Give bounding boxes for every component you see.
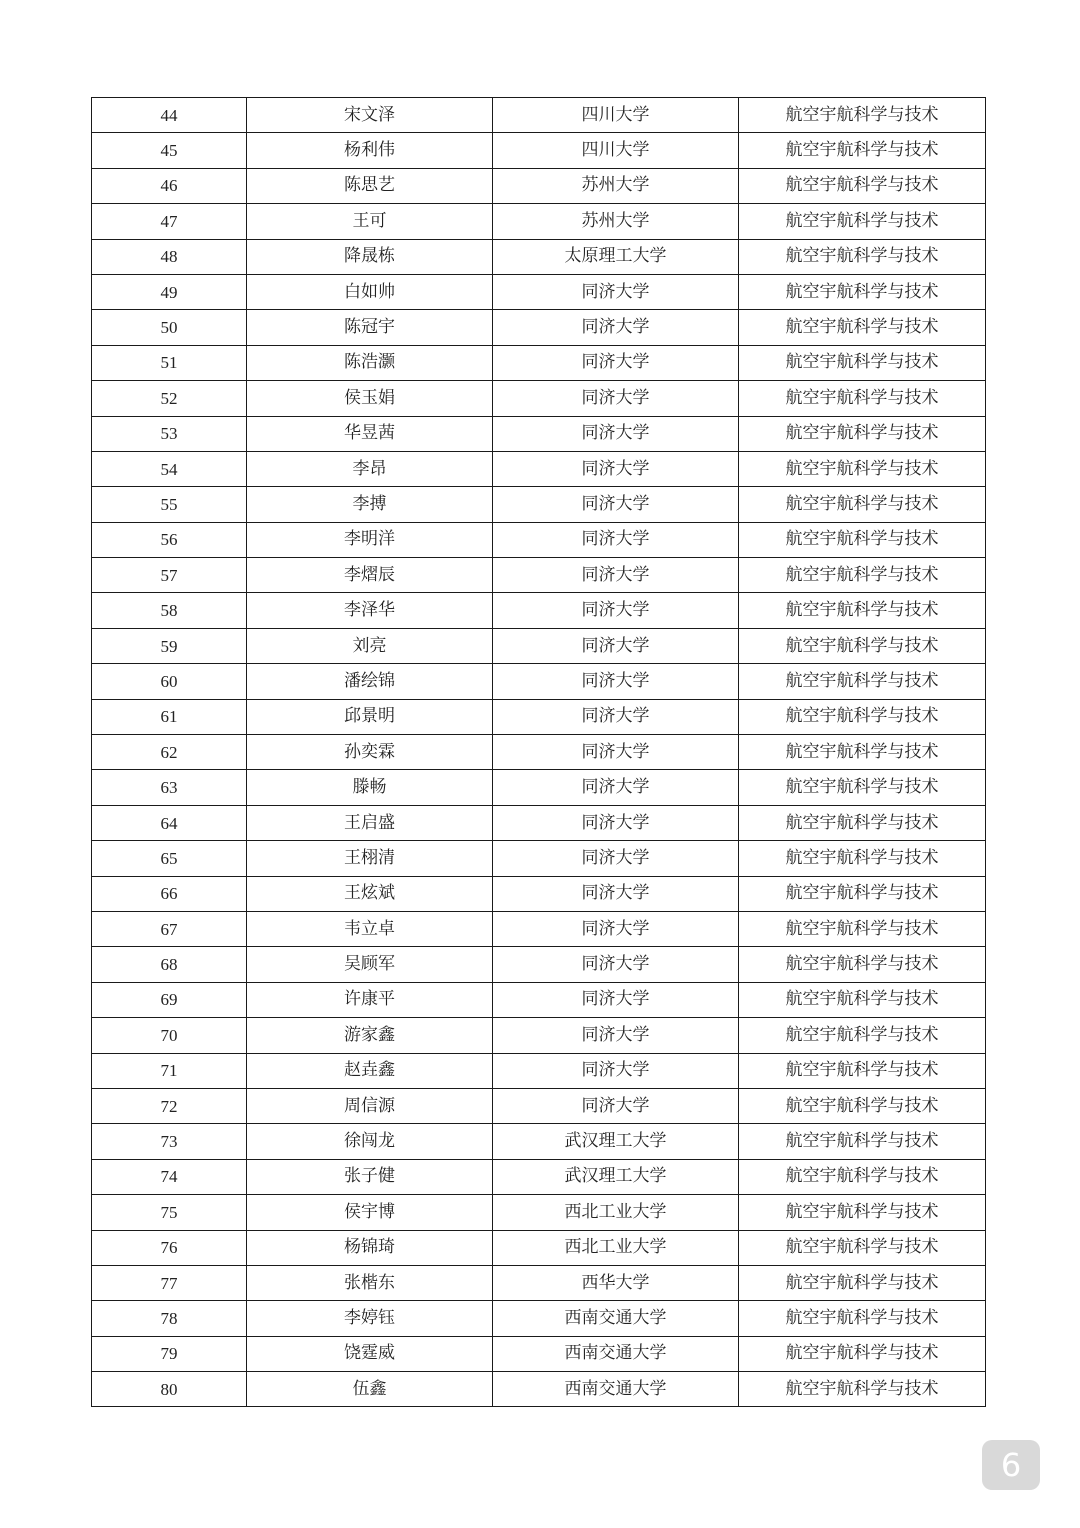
school-cell: 同济大学 [493,451,739,486]
student-name-cell: 降晟栋 [247,239,493,274]
row-number-cell: 55 [92,487,247,522]
school-cell: 同济大学 [493,593,739,628]
student-name-cell: 吴顾军 [247,947,493,982]
row-number-cell: 68 [92,947,247,982]
school-cell: 同济大学 [493,664,739,699]
table-row [92,204,986,239]
row-number-cell: 77 [92,1265,247,1300]
major-cell: 航空宇航科学与技术 [739,416,986,451]
table-row [92,1372,986,1407]
row-number-cell: 51 [92,345,247,380]
student-name-cell: 陈冠宇 [247,310,493,345]
row-number-cell: 48 [92,239,247,274]
table-row [92,1124,986,1159]
student-name-cell: 杨锦琦 [247,1230,493,1265]
table-row [92,735,986,770]
row-number-cell: 52 [92,381,247,416]
student-name-cell: 王可 [247,204,493,239]
row-number-cell: 56 [92,522,247,557]
table-row [92,451,986,486]
major-cell: 航空宇航科学与技术 [739,133,986,168]
row-number-cell: 44 [92,98,247,133]
table-row [92,770,986,805]
row-number-cell: 66 [92,876,247,911]
major-cell: 航空宇航科学与技术 [739,1159,986,1194]
major-cell: 航空宇航科学与技术 [739,558,986,593]
table-row [92,381,986,416]
row-number-cell: 62 [92,735,247,770]
row-number-cell: 60 [92,664,247,699]
school-cell: 同济大学 [493,1088,739,1123]
table-row [92,168,986,203]
table-row [92,487,986,522]
table-row [92,1336,986,1371]
row-number-cell: 59 [92,628,247,663]
student-name-cell: 白如帅 [247,274,493,309]
row-number-cell: 71 [92,1053,247,1088]
row-number-cell: 57 [92,558,247,593]
student-name-cell: 李昂 [247,451,493,486]
row-number-cell: 64 [92,805,247,840]
school-cell: 同济大学 [493,628,739,663]
school-cell: 同济大学 [493,735,739,770]
table-row [92,310,986,345]
major-cell: 航空宇航科学与技术 [739,805,986,840]
major-cell: 航空宇航科学与技术 [739,1372,986,1407]
row-number-cell: 78 [92,1301,247,1336]
school-cell: 同济大学 [493,310,739,345]
major-cell: 航空宇航科学与技术 [739,168,986,203]
row-number-cell: 53 [92,416,247,451]
major-cell: 航空宇航科学与技术 [739,487,986,522]
school-cell: 武汉理工大学 [493,1124,739,1159]
student-name-cell: 潘绘锦 [247,664,493,699]
student-name-cell: 邱景明 [247,699,493,734]
row-number-cell: 73 [92,1124,247,1159]
row-number-cell: 79 [92,1336,247,1371]
row-number-cell: 70 [92,1018,247,1053]
table-row [92,1195,986,1230]
table-row [92,274,986,309]
school-cell: 同济大学 [493,876,739,911]
table-row [92,345,986,380]
student-name-cell: 李搏 [247,487,493,522]
school-cell: 西南交通大学 [493,1372,739,1407]
row-number-cell: 75 [92,1195,247,1230]
student-name-cell: 韦立卓 [247,911,493,946]
student-name-cell: 王炫斌 [247,876,493,911]
major-cell: 航空宇航科学与技术 [739,1230,986,1265]
table-row [92,522,986,557]
student-name-cell: 侯宇博 [247,1195,493,1230]
table-row [92,628,986,663]
student-name-cell: 李婷钰 [247,1301,493,1336]
school-cell: 同济大学 [493,805,739,840]
table-row [92,664,986,699]
row-number-cell: 61 [92,699,247,734]
school-cell: 同济大学 [493,841,739,876]
table-row [92,98,986,133]
school-cell: 同济大学 [493,1018,739,1053]
row-number-cell: 69 [92,982,247,1017]
school-cell: 四川大学 [493,98,739,133]
major-cell: 航空宇航科学与技术 [739,345,986,380]
major-cell: 航空宇航科学与技术 [739,1053,986,1088]
school-cell: 同济大学 [493,1053,739,1088]
student-name-cell: 徐闯龙 [247,1124,493,1159]
table-row [92,558,986,593]
major-cell: 航空宇航科学与技术 [739,876,986,911]
school-cell: 太原理工大学 [493,239,739,274]
table-row [92,416,986,451]
row-number-cell: 45 [92,133,247,168]
row-number-cell: 50 [92,310,247,345]
table-row [92,1088,986,1123]
row-number-cell: 65 [92,841,247,876]
major-cell: 航空宇航科学与技术 [739,911,986,946]
table-row [92,841,986,876]
school-cell: 同济大学 [493,911,739,946]
major-cell: 航空宇航科学与技术 [739,98,986,133]
student-name-cell: 滕畅 [247,770,493,805]
school-cell: 同济大学 [493,558,739,593]
row-number-cell: 74 [92,1159,247,1194]
roster-table-body [92,98,986,1407]
table-row [92,239,986,274]
school-cell: 同济大学 [493,487,739,522]
student-name-cell: 张楷东 [247,1265,493,1300]
table-row [92,699,986,734]
major-cell: 航空宇航科学与技术 [739,204,986,239]
table-row [92,947,986,982]
school-cell: 西北工业大学 [493,1195,739,1230]
table-row [92,1053,986,1088]
table-row [92,911,986,946]
major-cell: 航空宇航科学与技术 [739,381,986,416]
student-name-cell: 许康平 [247,982,493,1017]
school-cell: 同济大学 [493,699,739,734]
student-name-cell: 孙奕霖 [247,735,493,770]
major-cell: 航空宇航科学与技术 [739,1124,986,1159]
major-cell: 航空宇航科学与技术 [739,735,986,770]
school-cell: 武汉理工大学 [493,1159,739,1194]
school-cell: 西南交通大学 [493,1301,739,1336]
major-cell: 航空宇航科学与技术 [739,239,986,274]
table-row [92,876,986,911]
major-cell: 航空宇航科学与技术 [739,841,986,876]
table-row [92,1265,986,1300]
table-row [92,982,986,1017]
major-cell: 航空宇航科学与技术 [739,274,986,309]
student-name-cell: 伍鑫 [247,1372,493,1407]
student-name-cell: 华昱茜 [247,416,493,451]
row-number-cell: 63 [92,770,247,805]
major-cell: 航空宇航科学与技术 [739,628,986,663]
student-name-cell: 王启盛 [247,805,493,840]
school-cell: 同济大学 [493,274,739,309]
major-cell: 航空宇航科学与技术 [739,664,986,699]
student-name-cell: 陈浩灏 [247,345,493,380]
student-name-cell: 游家鑫 [247,1018,493,1053]
table-row [92,133,986,168]
school-cell: 西南交通大学 [493,1336,739,1371]
table-row [92,1230,986,1265]
page-number-badge: 6 [982,1440,1040,1490]
row-number-cell: 72 [92,1088,247,1123]
row-number-cell: 80 [92,1372,247,1407]
major-cell: 航空宇航科学与技术 [739,1088,986,1123]
major-cell: 航空宇航科学与技术 [739,982,986,1017]
major-cell: 航空宇航科学与技术 [739,1301,986,1336]
table-row [92,1301,986,1336]
student-name-cell: 刘亮 [247,628,493,663]
major-cell: 航空宇航科学与技术 [739,522,986,557]
student-name-cell: 杨利伟 [247,133,493,168]
school-cell: 苏州大学 [493,204,739,239]
school-cell: 同济大学 [493,345,739,380]
major-cell: 航空宇航科学与技术 [739,451,986,486]
major-cell: 航空宇航科学与技术 [739,1336,986,1371]
student-name-cell: 王栩清 [247,841,493,876]
school-cell: 同济大学 [493,381,739,416]
table-row [92,1159,986,1194]
school-cell: 同济大学 [493,416,739,451]
school-cell: 四川大学 [493,133,739,168]
school-cell: 同济大学 [493,770,739,805]
row-number-cell: 49 [92,274,247,309]
student-name-cell: 赵垚鑫 [247,1053,493,1088]
major-cell: 航空宇航科学与技术 [739,699,986,734]
row-number-cell: 46 [92,168,247,203]
major-cell: 航空宇航科学与技术 [739,1265,986,1300]
school-cell: 同济大学 [493,947,739,982]
table-row [92,1018,986,1053]
student-name-cell: 饶霆威 [247,1336,493,1371]
school-cell: 同济大学 [493,982,739,1017]
school-cell: 西华大学 [493,1265,739,1300]
row-number-cell: 58 [92,593,247,628]
major-cell: 航空宇航科学与技术 [739,1195,986,1230]
school-cell: 同济大学 [493,522,739,557]
major-cell: 航空宇航科学与技术 [739,947,986,982]
student-name-cell: 张子健 [247,1159,493,1194]
student-name-cell: 陈思艺 [247,168,493,203]
school-cell: 西北工业大学 [493,1230,739,1265]
row-number-cell: 54 [92,451,247,486]
student-name-cell: 李泽华 [247,593,493,628]
student-name-cell: 李明洋 [247,522,493,557]
major-cell: 航空宇航科学与技术 [739,1018,986,1053]
student-name-cell: 侯玉娟 [247,381,493,416]
major-cell: 航空宇航科学与技术 [739,310,986,345]
roster-table [91,97,986,1407]
student-name-cell: 宋文泽 [247,98,493,133]
student-name-cell: 李熠辰 [247,558,493,593]
major-cell: 航空宇航科学与技术 [739,770,986,805]
student-name-cell: 周信源 [247,1088,493,1123]
row-number-cell: 76 [92,1230,247,1265]
table-row [92,593,986,628]
row-number-cell: 47 [92,204,247,239]
school-cell: 苏州大学 [493,168,739,203]
row-number-cell: 67 [92,911,247,946]
table-row [92,805,986,840]
major-cell: 航空宇航科学与技术 [739,593,986,628]
